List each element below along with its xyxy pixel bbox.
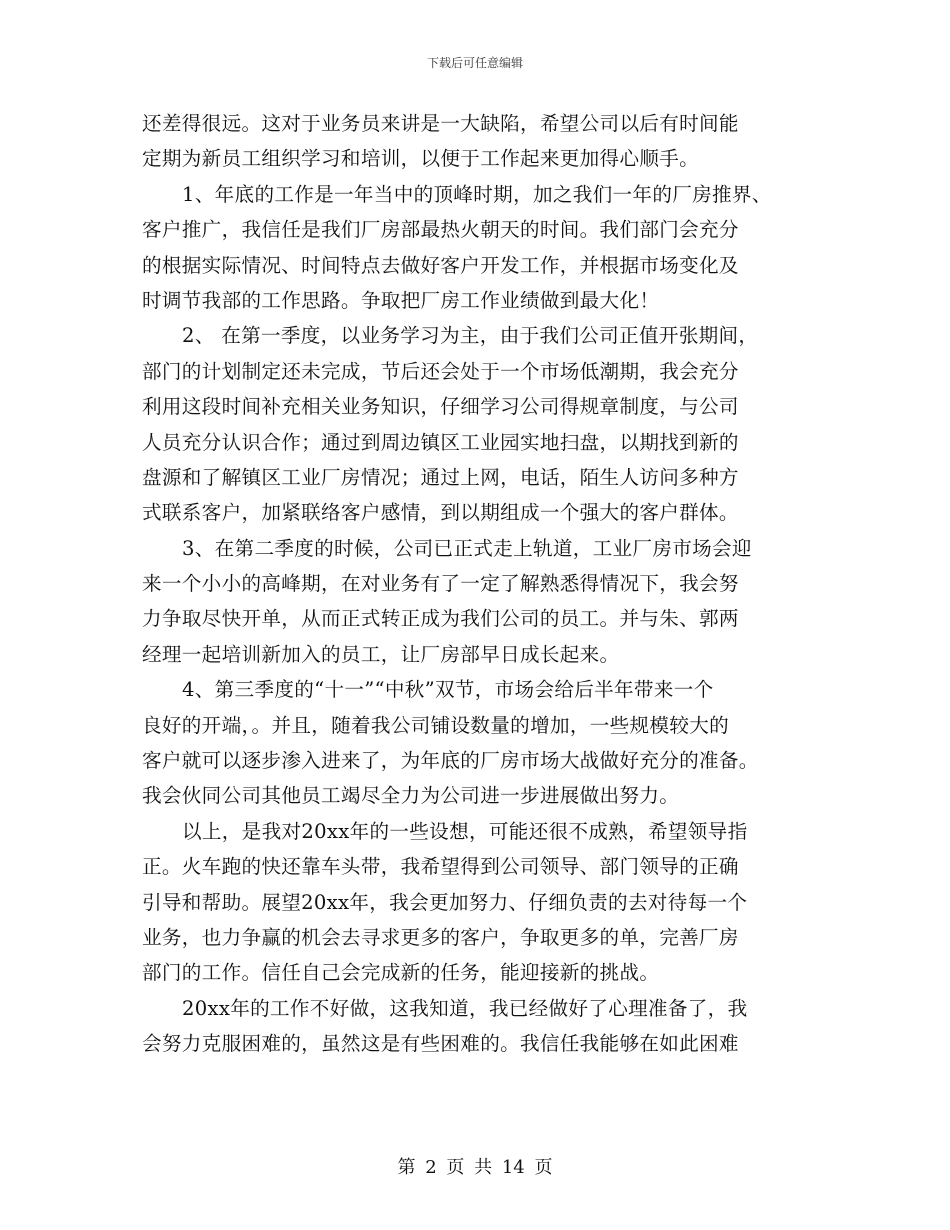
text-line: 定期为新员工组织学习和培训，以便于工作起来更加得心顺手。 bbox=[142, 147, 700, 171]
text-line: 部门的工作。信任自己会完成新的任务，能迎接新的挑战。 bbox=[142, 961, 660, 985]
text-line: 盘源和了解镇区工业厂房情况；通过上网，电话，陌生人访问多种方 bbox=[142, 465, 739, 489]
page-header-note: 下载后可任意编辑 bbox=[426, 56, 523, 70]
page-footer: 第 2 页 共 14 页 bbox=[397, 1157, 553, 1178]
text-line: 利用这段时间补充相关业务知识，仔细学习公司得规章制度，与公司 bbox=[142, 395, 739, 419]
text-line: 部门的计划制定还未完成，节后还会处于一个市场低潮期，我会充分 bbox=[142, 359, 739, 383]
text-line: 力争取尽快开单，从而正式转正成为我们公司的员工。并与朱、郭两 bbox=[142, 607, 739, 631]
text-line: 我会伙同公司其他员工竭尽全力为公司进一步进展做出努力。 bbox=[142, 784, 680, 808]
text-line: 客户就可以逐步渗入进来了，为年底的厂房市场大战做好充分的准备。 bbox=[142, 749, 759, 773]
text-line: 还差得很远。这对于业务员来讲是一大缺陷，希望公司以后有时间能 bbox=[142, 112, 739, 135]
text-line: 时调节我部的工作思路。争取把厂房工作业绩做到最大化！ bbox=[142, 288, 660, 312]
text-line: 来一个小小的高峰期，在对业务有了一定了解熟悉得情况下，我会努 bbox=[142, 572, 739, 596]
text-line: 会努力克服困难的，虽然这是有些困难的。我信任我能够在如此困难 bbox=[142, 1032, 739, 1056]
text-line: 业务，也力争赢的机会去寻求更多的客户，争取更多的单，完善厂房 bbox=[142, 925, 739, 949]
text-line: 人员充分认识合作；通过到周边镇区工业园实地扫盘，以期找到新的 bbox=[142, 430, 739, 454]
text-line: 正。火车跑的快还靠车头带，我希望得到公司领导、部门领导的正确 bbox=[142, 855, 739, 879]
text-line: 良好的开端，。并且，随着我公司铺设数量的增加，一些规模较大的 bbox=[142, 713, 730, 737]
text-line: 20xx年的工作不好做，这我知道，我已经做好了心理准备了，我 bbox=[182, 996, 748, 1020]
text-line: 3、在第二季度的时候，公司已正式走上轨道，工业厂房市场会迎 bbox=[182, 536, 752, 560]
text-line: 客户推广，我信任是我们厂房部最热火朝天的时间。我们部门会充分 bbox=[142, 218, 739, 242]
text-line: 经理一起培训新加入的员工，让厂房部早日成长起来。 bbox=[142, 642, 620, 666]
text-line: 的根据实际情况、时间特点去做好客户开发工作，并根据市场变化及 bbox=[142, 253, 739, 277]
text-line: 以上，是我对20xx年的一些设想，可能还很不成熟，希望领导指 bbox=[182, 819, 748, 843]
text-line: 式联系客户，加紧联络客户感情，到以期组成一个强大的客户群体。 bbox=[142, 501, 739, 525]
text-line: 4、第三季度的“十一”“中秋”双节，市场会给后半年带来一个 bbox=[182, 678, 714, 702]
document-body bbox=[142, 106, 832, 1062]
text-line: 1、年底的工作是一年当中的顶峰时期，加之我们一年的厂房推界、 bbox=[182, 182, 772, 206]
text-line: 2、 在第一季度，以业务学习为主，由于我们公司正值开张期间， bbox=[182, 324, 759, 348]
text-line: 引导和帮助。展望20xx年，我会更加努力、仔细负责的去对待每一个 bbox=[142, 890, 748, 914]
